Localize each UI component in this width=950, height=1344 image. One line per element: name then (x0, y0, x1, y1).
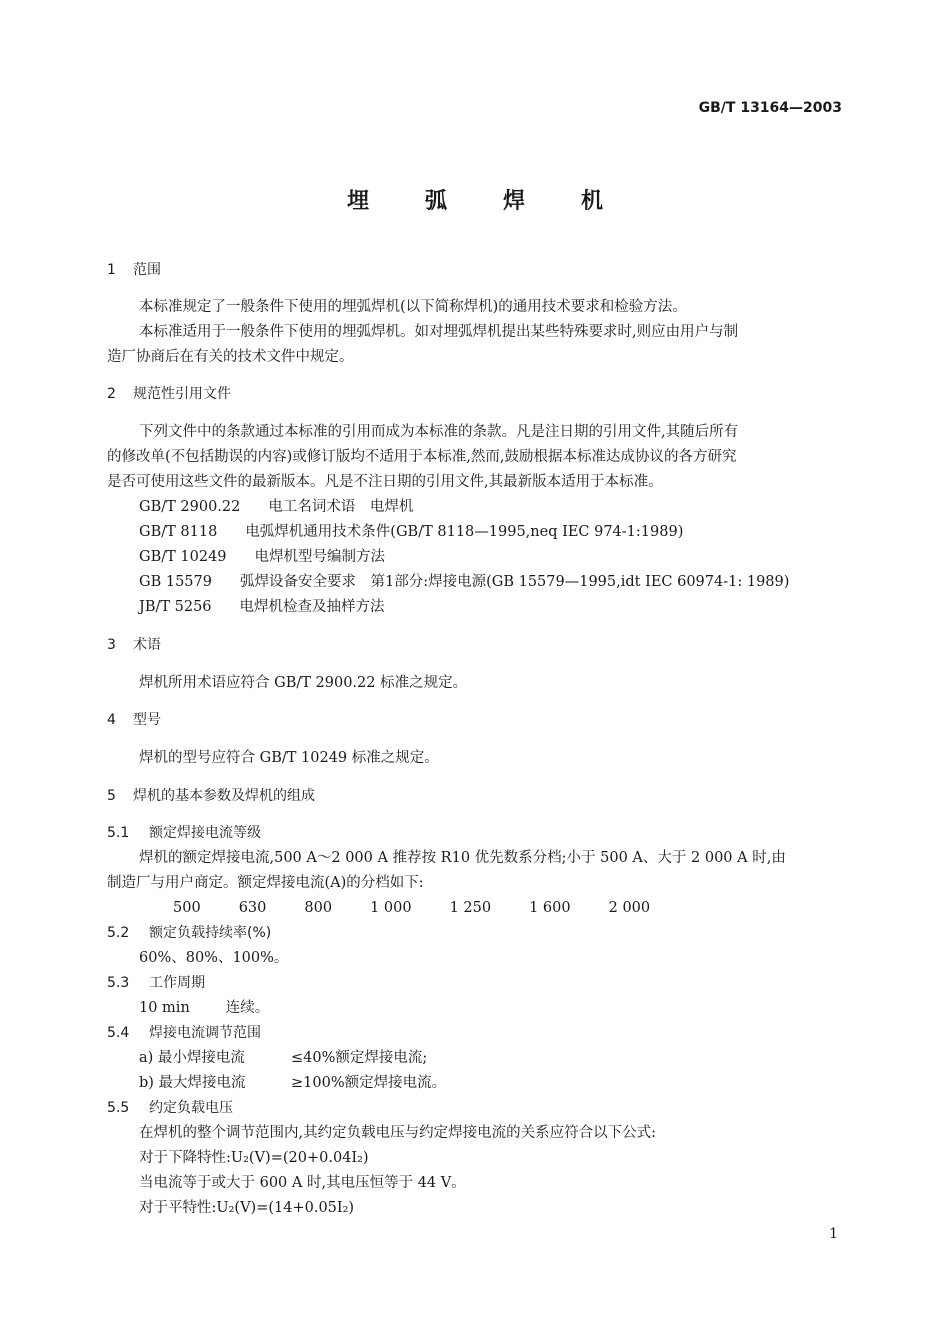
section-title: 规范性引用文件 (133, 386, 231, 402)
subsection-5-2-heading (107, 923, 271, 943)
reference-name: 电弧焊机通用技术条件(GB/T 8118—1995,neq IEC 974-1:1989) (245, 524, 684, 540)
list-item (139, 1073, 446, 1093)
section-title: 型号 (133, 712, 161, 728)
document-title: 埋弧焊机 (346, 189, 659, 214)
section-number: 2 (107, 386, 116, 402)
section-number: 5.2 (107, 925, 130, 941)
list-label: a) 最小焊接电流 (139, 1050, 245, 1066)
paragraph: 本标准适用于一般条件下使用的埋弧焊机。如对埋弧焊机提出某些特殊要求时,则应由用户与制 (139, 324, 739, 340)
work-cycle-value: 10 min (139, 1000, 190, 1016)
section-3-heading (107, 635, 161, 655)
section-number: 5 (107, 788, 116, 804)
paragraph (139, 998, 269, 1018)
paragraph-continued: 制造厂与用户商定。额定焊接电流(A)的分档如下: (107, 875, 424, 891)
paragraph: 下列文件中的条款通过本标准的引用而成为本标准的条款。凡是注日期的引用文件,其随后所有 (139, 424, 739, 440)
reference-code: GB/T 10249 (139, 549, 227, 565)
section-4-heading (107, 710, 161, 730)
paragraph: 焊机所用术语应符合 GB/T 2900.22 标准之规定。 (139, 675, 468, 691)
subsection-5-4-heading (107, 1023, 261, 1043)
section-title: 焊接电流调节范围 (149, 1025, 261, 1041)
reference-item (139, 547, 385, 567)
section-1-heading (107, 260, 161, 280)
paragraph: 在焊机的整个调节范围内,其约定负载电压与约定焊接电流的关系应符合以下公式: (139, 1125, 656, 1141)
section-number: 5.3 (107, 975, 130, 991)
section-title: 额定负载持续率(%) (149, 925, 272, 941)
current-grade-value: 1 000 (370, 900, 412, 916)
section-number: 5.5 (107, 1100, 130, 1116)
reference-code: JB/T 5256 (139, 599, 212, 615)
section-5-heading (107, 786, 315, 806)
current-grade-value: 800 (304, 900, 333, 916)
paragraph: 当电流等于或大于 600 A 时,其电压恒等于 44 V。 (139, 1175, 466, 1191)
reference-name: 电焊机型号编制方法 (254, 549, 386, 565)
section-number: 5.1 (107, 825, 130, 841)
reference-item (139, 497, 413, 517)
reference-item (139, 572, 789, 592)
reference-item (139, 522, 683, 542)
section-title: 术语 (133, 637, 161, 653)
reference-code: GB 15579 (139, 574, 212, 590)
subsection-5-1-heading (107, 823, 261, 843)
section-number: 5.4 (107, 1025, 130, 1041)
section-title: 范围 (133, 262, 161, 278)
section-number: 3 (107, 637, 116, 653)
page-number: 1 (829, 1226, 838, 1242)
reference-item (139, 597, 385, 617)
section-2-heading (107, 384, 231, 404)
paragraph: 本标准规定了一般条件下使用的埋弧焊机(以下简称焊机)的通用技术要求和检验方法。 (139, 299, 687, 315)
reference-name: 电焊机检查及抽样方法 (239, 599, 385, 615)
list-label: b) 最大焊接电流 (139, 1075, 246, 1091)
subsection-5-5-heading (107, 1098, 233, 1118)
subsection-5-3-heading (107, 973, 205, 993)
section-title: 约定负载电压 (149, 1100, 233, 1116)
formula-line: 对于平特性:U₂(V)=(14+0.05I₂) (139, 1200, 355, 1216)
paragraph-continued: 造厂协商后在有关的技术文件中规定。 (107, 349, 354, 365)
reference-code: GB/T 2900.22 (139, 499, 241, 515)
paragraph-continued: 是否可使用这些文件的最新版本。凡是不注日期的引用文件,其最新版本适用于本标准。 (107, 474, 663, 490)
paragraph: 焊机的型号应符合 GB/T 10249 标准之规定。 (139, 750, 439, 766)
reference-name: 电工名词术语 电焊机 (268, 499, 414, 515)
current-grade-value: 1 250 (449, 900, 492, 916)
paragraph: 焊机的额定焊接电流,500 A～2 000 A 推荐按 R10 优先数系分档;小于 500 A、大于 2 000 A 时,由 (139, 850, 786, 866)
current-grade-value: 500 (173, 900, 201, 916)
current-grade-value: 1 600 (529, 900, 571, 916)
section-number: 1 (107, 262, 116, 278)
reference-code: GB/T 8118 (139, 524, 218, 540)
reference-name: 弧焊设备安全要求 第1部分:焊接电源(GB 15579—1995,idt IEC 60974-1: 1989) (239, 574, 790, 590)
standard-number: GB/T 13164—2003 (698, 100, 842, 116)
paragraph: 60%、80%、100%。 (139, 950, 289, 966)
current-grade-list (173, 898, 688, 918)
section-title: 工作周期 (149, 975, 205, 991)
formula-line: 对于下降特性:U₂(V)=(20+0.04I₂) (139, 1150, 369, 1166)
work-cycle-desc: 连续。 (225, 1000, 270, 1016)
section-number: 4 (107, 712, 116, 728)
current-grade-value: 630 (238, 900, 267, 916)
paragraph-continued: 的修改单(不包括勘误的内容)或修订版均不适用于本标准,然而,鼓励根据本标准达成协议的各方研究 (107, 449, 737, 465)
current-grade-value: 2 000 (608, 900, 651, 916)
list-value: ≥100%额定焊接电流。 (291, 1075, 447, 1091)
section-title: 焊机的基本参数及焊机的组成 (133, 788, 315, 804)
section-title: 额定焊接电流等级 (149, 825, 261, 841)
list-value: ≤40%额定焊接电流; (291, 1050, 428, 1066)
list-item (139, 1048, 427, 1068)
